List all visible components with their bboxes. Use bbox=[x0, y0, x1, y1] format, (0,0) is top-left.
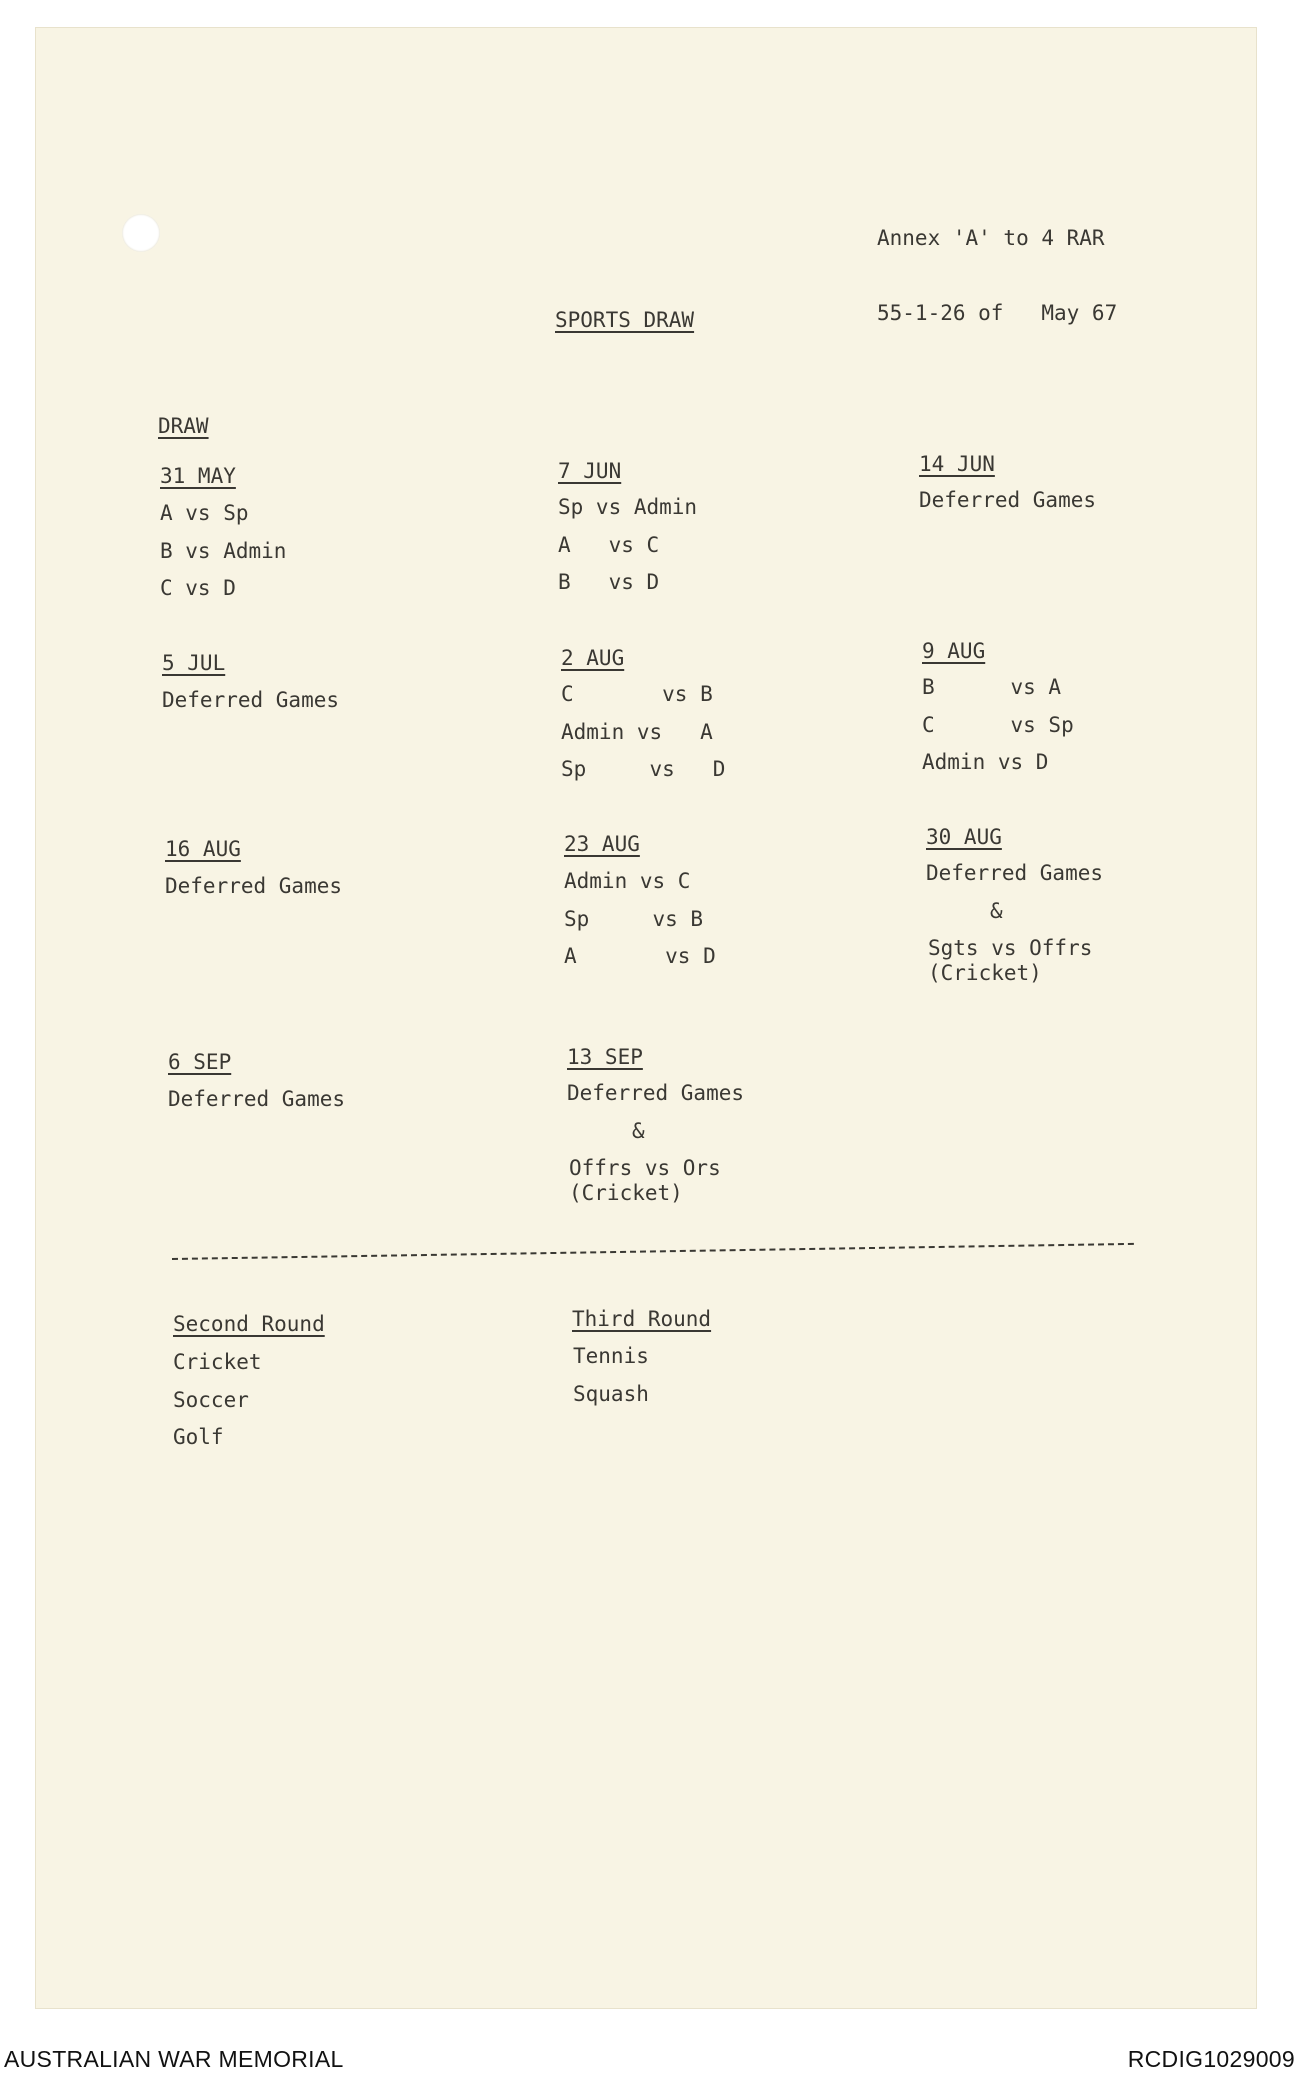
draw-line: A vs D bbox=[564, 944, 716, 968]
draw-label: DRAW bbox=[158, 414, 209, 438]
round-item: Tennis bbox=[573, 1344, 649, 1368]
draw-line: A vs Sp bbox=[160, 501, 249, 525]
draw-date: 7 JUN bbox=[558, 459, 622, 483]
draw-date: 31 MAY bbox=[160, 464, 236, 488]
draw-line: Sp vs B bbox=[564, 907, 704, 931]
round-item: Cricket bbox=[173, 1350, 262, 1374]
footer-id: RCDIG1029009 bbox=[1127, 2046, 1295, 2072]
draw-line: C vs D bbox=[160, 576, 236, 600]
draw-line: C vs Sp bbox=[922, 713, 1074, 737]
page-title: SPORTS DRAW bbox=[555, 308, 695, 332]
punch-hole bbox=[122, 214, 160, 252]
draw-date: 2 AUG bbox=[561, 646, 625, 670]
round-title: Third Round bbox=[572, 1307, 712, 1331]
annex-line-1: Annex 'A' to 4 RAR bbox=[877, 226, 1105, 250]
draw-line: Deferred Games bbox=[926, 861, 1104, 885]
draw-line: Deferred Games bbox=[168, 1087, 346, 1111]
draw-line: (Cricket) bbox=[928, 961, 1042, 985]
draw-line: B vs Admin bbox=[160, 539, 287, 563]
draw-line: Deferred Games bbox=[165, 874, 343, 898]
draw-line: Deferred Games bbox=[567, 1081, 745, 1105]
draw-line: Admin vs C bbox=[564, 869, 691, 893]
annex-reference bbox=[877, 176, 1117, 351]
draw-line: A vs C bbox=[558, 533, 660, 557]
round-item: Squash bbox=[573, 1382, 649, 1406]
draw-date: 9 AUG bbox=[922, 639, 986, 663]
draw-line: Offrs vs Ors bbox=[569, 1156, 721, 1180]
draw-line: B vs D bbox=[558, 570, 660, 594]
draw-line: Sp vs D bbox=[561, 757, 726, 781]
draw-line: Deferred Games bbox=[162, 688, 340, 712]
draw-line: Admin vs D bbox=[922, 750, 1049, 774]
draw-line: & bbox=[632, 1119, 645, 1143]
draw-date: 5 JUL bbox=[162, 651, 226, 675]
draw-line: Admin vs A bbox=[561, 720, 713, 744]
footer-source: AUSTRALIAN WAR MEMORIAL bbox=[4, 2046, 344, 2072]
draw-line: & bbox=[990, 899, 1003, 923]
draw-line: (Cricket) bbox=[569, 1181, 683, 1205]
annex-line-2: 55-1-26 of May 67 bbox=[877, 301, 1118, 325]
draw-date: 6 SEP bbox=[168, 1050, 232, 1074]
draw-date: 14 JUN bbox=[919, 452, 995, 476]
draw-line: Sgts vs Offrs bbox=[928, 936, 1093, 960]
round-title: Second Round bbox=[173, 1312, 325, 1336]
draw-line: C vs B bbox=[561, 682, 713, 706]
round-item: Soccer bbox=[173, 1388, 249, 1412]
draw-line: Sp vs Admin bbox=[558, 495, 698, 519]
draw-date: 13 SEP bbox=[567, 1045, 643, 1069]
round-item: Golf bbox=[173, 1425, 224, 1449]
draw-date: 30 AUG bbox=[926, 825, 1002, 849]
draw-line: Deferred Games bbox=[919, 488, 1097, 512]
draw-line: B vs A bbox=[922, 675, 1062, 699]
draw-date: 23 AUG bbox=[564, 832, 640, 856]
draw-date: 16 AUG bbox=[165, 837, 241, 861]
